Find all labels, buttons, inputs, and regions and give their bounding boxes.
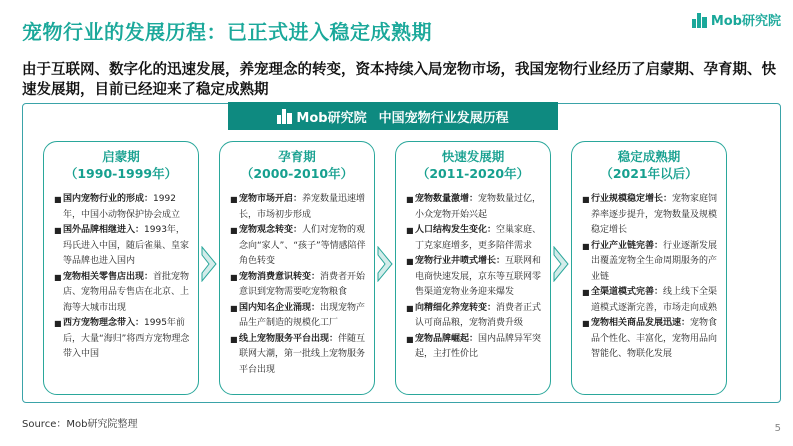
phase-item-head: 全渠道模式完善： — [591, 287, 664, 297]
phase-item-head: 西方宠物理念带入： — [63, 318, 145, 328]
phase-item-text — [415, 254, 542, 301]
page-title: 宠物行业的发展历程：已正式进入稳定成熟期 — [22, 20, 432, 44]
square-bullet-icon: ■ — [54, 272, 62, 282]
subtitle: 由于互联网、数字化的迅速发展，养宠理念的转变，资本持续入局宠物市场，我国宠物行业经历了启蒙期、孕育期、快速发展期，目前已经迎来了稳定成熟期 — [22, 62, 776, 98]
square-bullet-icon: ■ — [230, 334, 238, 344]
phase-item-desc: 消费者开始意识到宠物需要吃宠物粮食 — [239, 271, 366, 297]
square-bullet-icon: ■ — [54, 195, 62, 204]
phase-item — [54, 316, 190, 363]
phase-item-text — [239, 301, 366, 332]
square-bullet-icon: ■ — [406, 303, 414, 313]
phase-item-desc: 宠物数量过亿，小众宠物开始兴起 — [415, 194, 542, 220]
square-bullet-icon: ■ — [230, 303, 238, 313]
phase-item-head: 宠物观念转变： — [239, 225, 303, 235]
square-bullet-icon: ■ — [582, 195, 590, 204]
phase-item-text — [415, 223, 542, 254]
phase-item-head: 人口结构发生变化： — [415, 225, 497, 235]
phase-heading — [220, 148, 374, 188]
phase-item-head: 线上宠物服务平台出现： — [239, 333, 339, 344]
phase-item-desc: 1995年前后，大量“海归”将西方宠物理念带入中国 — [63, 318, 190, 359]
phase-item — [582, 239, 718, 286]
phase-item-desc: 线上线下全渠道模式逐渐完善，市场走向成熟 — [591, 287, 718, 313]
phase-item — [406, 301, 542, 332]
phase-body — [230, 192, 366, 378]
panel-brand-text: Mob研究院 — [296, 110, 367, 126]
phase-item-head: 国外品牌相继进入： — [63, 225, 145, 235]
phase-item-desc: 出现宠物产品生产制造的规模化工厂 — [239, 302, 366, 328]
phase-item — [406, 223, 542, 254]
logo-text: Mob研究院 — [710, 14, 781, 29]
phase-name: 启蒙期 — [102, 149, 140, 164]
phase-name: 孕育期 — [278, 149, 316, 164]
panel-logo-icon — [277, 108, 293, 124]
phase-period: （2011-2020年） — [416, 166, 530, 181]
phase-card — [219, 141, 375, 395]
page-number: 5 — [774, 423, 781, 434]
phase-name: 快速发展期 — [441, 149, 505, 164]
phase-period: （1990-1999年） — [64, 166, 178, 181]
phase-item-text — [591, 192, 718, 239]
square-bullet-icon: ■ — [54, 226, 62, 235]
chevron-right-icon — [553, 246, 569, 282]
phase-heading — [44, 148, 198, 188]
phase-item-text — [591, 285, 718, 316]
phase-item-text — [415, 301, 542, 332]
phase-item-desc: 互联网和电商快速发展，京东等互联网零售渠道宠物业务迎来爆发 — [415, 256, 542, 297]
square-bullet-icon: ■ — [582, 319, 590, 328]
square-bullet-icon: ■ — [230, 272, 238, 282]
phase-item-desc: 首批宠物店、宠物用品专售店在北京、上海等大城市出现 — [63, 271, 190, 313]
phase-item-head: 宠物数量激增： — [415, 194, 479, 204]
phase-item-text — [591, 239, 718, 286]
phase-item — [406, 254, 542, 301]
phase-item — [230, 301, 366, 332]
phase-item-head: 宠物行业井喷式增长： — [415, 256, 506, 266]
phase-item-head: 宠物相关零售店出现： — [63, 271, 154, 282]
phase-body — [582, 192, 718, 363]
square-bullet-icon: ■ — [54, 319, 62, 328]
phase-item-head: 宠物相关商品发展迅速： — [591, 318, 691, 328]
square-bullet-icon: ■ — [406, 257, 414, 266]
square-bullet-icon: ■ — [230, 195, 238, 204]
phase-item-text — [239, 332, 366, 379]
panel-brand — [277, 107, 366, 126]
phase-item-head: 向精细化养宠转变： — [415, 302, 497, 313]
phase-item-desc: 1992年，中国小动物保护协会成立 — [63, 194, 181, 220]
phase-item-desc: 行业逐渐发展出覆盖宠物全生命周期服务的产业链 — [591, 240, 718, 282]
phase-item-text — [415, 332, 542, 363]
phase-item-desc: 国内品牌异军突起，主打性价比 — [415, 333, 542, 359]
square-bullet-icon: ■ — [582, 241, 590, 251]
square-bullet-icon: ■ — [406, 226, 414, 235]
phase-item-desc: 空巢家庭、丁克家庭增多，更多陪伴需求 — [415, 225, 542, 251]
phase-item-head: 行业规模稳定增长： — [591, 194, 673, 204]
phase-heading — [572, 148, 726, 188]
phase-item — [582, 285, 718, 316]
phase-item-text — [63, 316, 190, 363]
panel-title: 中国宠物行业发展历程 — [378, 110, 509, 126]
phase-item-text — [63, 270, 190, 317]
phase-item-text — [239, 223, 366, 270]
chevron-right-icon — [377, 246, 393, 282]
phase-item — [230, 223, 366, 270]
phase-item-head: 宠物市场开启： — [239, 194, 303, 204]
phase-item-text — [239, 270, 366, 301]
phase-period: （2000-2010年） — [240, 166, 354, 181]
phase-item — [406, 192, 542, 223]
phase-item-head: 宠物消费意识转变： — [239, 271, 321, 282]
timeline-panel — [22, 103, 781, 403]
phase-item-desc: 伴随互联网大潮，第一批线上宠物服务平台出现 — [239, 333, 366, 375]
phase-body — [54, 192, 190, 363]
phase-item-head: 宠物品牌崛起： — [415, 333, 479, 344]
source-note: Source：Mob研究院整理 — [22, 419, 138, 430]
phase-item-desc: 1993年，玛氏进入中国，随后雀巢、皇家等品牌也进入国内 — [63, 225, 190, 266]
phase-item — [230, 332, 366, 379]
phase-item-text — [63, 192, 190, 223]
phase-heading — [396, 148, 550, 188]
phase-item-head: 行业产业链完善： — [591, 240, 664, 251]
phase-card — [43, 141, 199, 395]
phase-item-desc: 人们对宠物的观念向“家人”、“孩子”等情感陪伴角色转变 — [239, 225, 366, 266]
phase-item-text — [63, 223, 190, 270]
phase-item — [54, 223, 190, 270]
square-bullet-icon: ■ — [230, 226, 238, 235]
phase-item-desc: 宠物家庭饲养率逐步提升，宠物数量及规模稳定增长 — [591, 194, 718, 235]
phase-item-desc: 消费者正式认可商品粮，宠物消费升级 — [415, 302, 542, 328]
phase-item — [582, 192, 718, 239]
phase-item — [230, 270, 366, 301]
phase-item — [406, 332, 542, 363]
phase-item-head: 国内知名企业涌现： — [239, 302, 321, 313]
phase-item — [582, 316, 718, 363]
square-bullet-icon: ■ — [582, 288, 590, 297]
logo — [692, 10, 781, 29]
phase-item-desc: 宠物食品个性化、丰富化，宠物用品向智能化、物联化发展 — [591, 318, 718, 359]
phase-name: 稳定成熟期 — [617, 149, 681, 164]
phase-body — [406, 192, 542, 363]
square-bullet-icon: ■ — [406, 334, 414, 344]
phase-item-text — [415, 192, 542, 223]
phase-item-text — [239, 192, 366, 223]
logo-icon — [692, 12, 708, 28]
phase-item-head: 国内宠物行业的形成： — [63, 194, 154, 204]
phase-item — [230, 192, 366, 223]
square-bullet-icon: ■ — [406, 195, 414, 204]
panel-header — [228, 102, 558, 130]
phase-item — [54, 192, 190, 223]
phase-card — [571, 141, 727, 395]
phase-item-desc: 养宠数量迅速增长，市场初步形成 — [239, 194, 366, 220]
phase-card — [395, 141, 551, 395]
phase-item — [54, 270, 190, 317]
chevron-right-icon — [201, 246, 217, 282]
phase-period: （2021年以后） — [600, 166, 698, 181]
phase-item-text — [591, 316, 718, 363]
